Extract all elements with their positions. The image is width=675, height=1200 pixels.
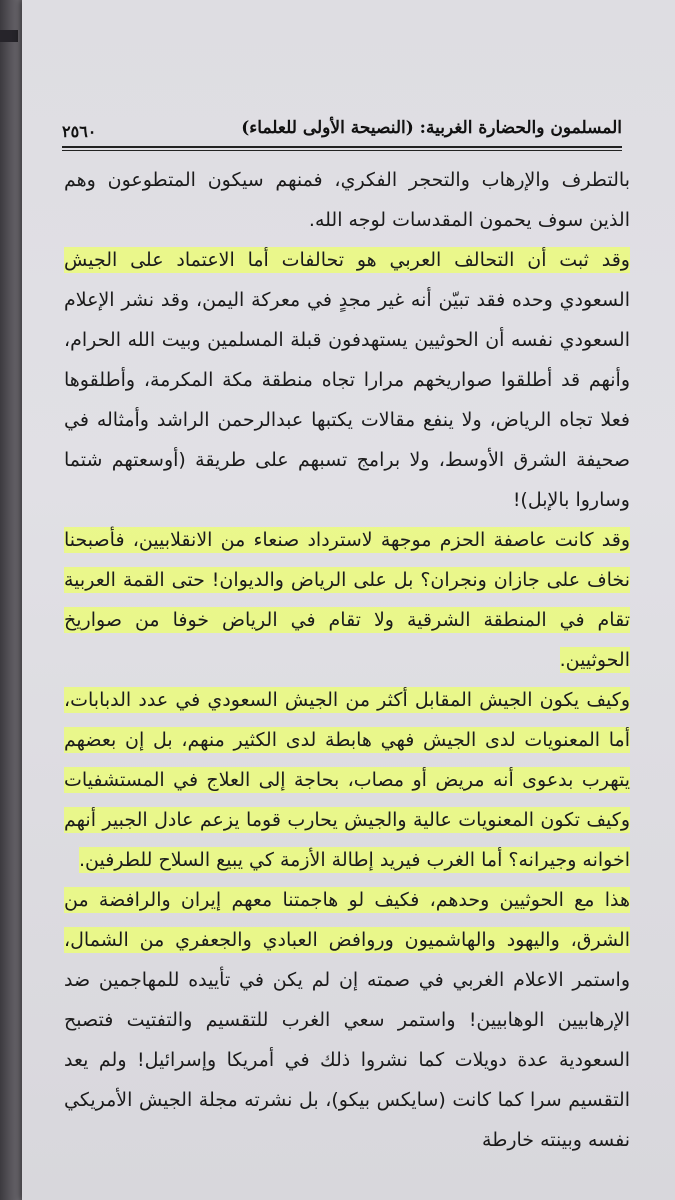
paragraph-2-highlighted: وقد ثبت أن التحالف العربي هو تحالفات أما الاعتماد على الجيش [64, 249, 630, 271]
page-body [64, 160, 630, 1160]
running-title: المسلمون والحضارة الغربية: (النصيحة الأولى للعلماء) [241, 118, 622, 138]
paragraph-4-highlighted: وكيف يكون الجيش المقابل أكثر من الجيش السعودي في عدد الدبابات، أما المعنويات لدى الجيش فهي هابطة لدى الكثير منهم، بل إن بعضهم يتهرب بدعوى أنه مريض أو مصاب، بحاجة إلى العلاج في المستشفيات وكيف تكون المعنويات عالية والجيش يحارب قوما يزعم عادل الجبير أنهم اخوانه وجيرانه؟ أما الغرب فيريد إطالة الأزمة كي يبيع السلاح للطرفين. [64, 689, 630, 871]
header-rule [62, 146, 622, 151]
paragraph-1-text: بالتطرف والإرهاب والتحجر الفكري، فمنهم سيكون المتطوعون وهم الذين سوف يحمون المقدسات لوجه الله. [64, 169, 630, 231]
paragraph-5-highlighted: هذا مع الحوثيين وحدهم، فكيف لو هاجمتنا معهم إيران والرافضة من الشرق، واليهود والهاشميون وروافض العبادي والجعفري من الشمال، [64, 889, 630, 951]
paragraph-5-text: واستمر الاعلام الغربي في صمته إن لم يكن في تأييده للمهاجمين ضد الإرهابيين الوهابيين! واستمر سعي الغرب للتقسيم والتفتيت فتصبح السعودية عدة دويلات كما نشروا ذلك في أمريكا وإسرائيل! ولم يعد التقسيم سرا كما كانت (سايكس بيكو)، بل نشرته مجلة الجيش الأمريكي نفسه وبينته خارطة [64, 969, 630, 1151]
book-page [22, 0, 675, 1200]
paragraph-1 [64, 160, 630, 240]
page-number: ٢٥٦٠ [62, 122, 97, 141]
paragraph-3-highlighted: وقد كانت عاصفة الحزم موجهة لاسترداد صنعاء من الانقلابيين، فأصبحنا نخاف على جازان ونجران؟ بل على الرياض والديوان! حتى القمة العربية تقام في المنطقة الشرقية ولا تقام في الرياض خوفا من صواريخ الحوثيين. [64, 529, 630, 671]
paragraph-4 [64, 680, 630, 880]
paragraph-2-text: السعودي وحده فقد تبيّن أنه غير مجدٍ في معركة اليمن، وقد نشر الإعلام السعودي نفسه أن الحوثيين يستهدفون قبلة المسلمين وبيت الله الحرام، وأنهم قد أطلقوا صواريخهم مرارا تجاه منطقة مكة المكرمة، وأطلقوها فعلا تجاه الرياض، ولا ينفع مقالات يكتبها عبدالرحمن الراشد وأمثاله في صحيفة الشرق الأوسط، ولا برامج تسبهم على طريقة (أوسعتهم شتما وساروا بالإبل)! [64, 289, 630, 511]
paragraph-5 [64, 880, 630, 1160]
paragraph-3 [64, 520, 630, 680]
paragraph-2 [64, 240, 630, 520]
page-header [62, 118, 622, 148]
